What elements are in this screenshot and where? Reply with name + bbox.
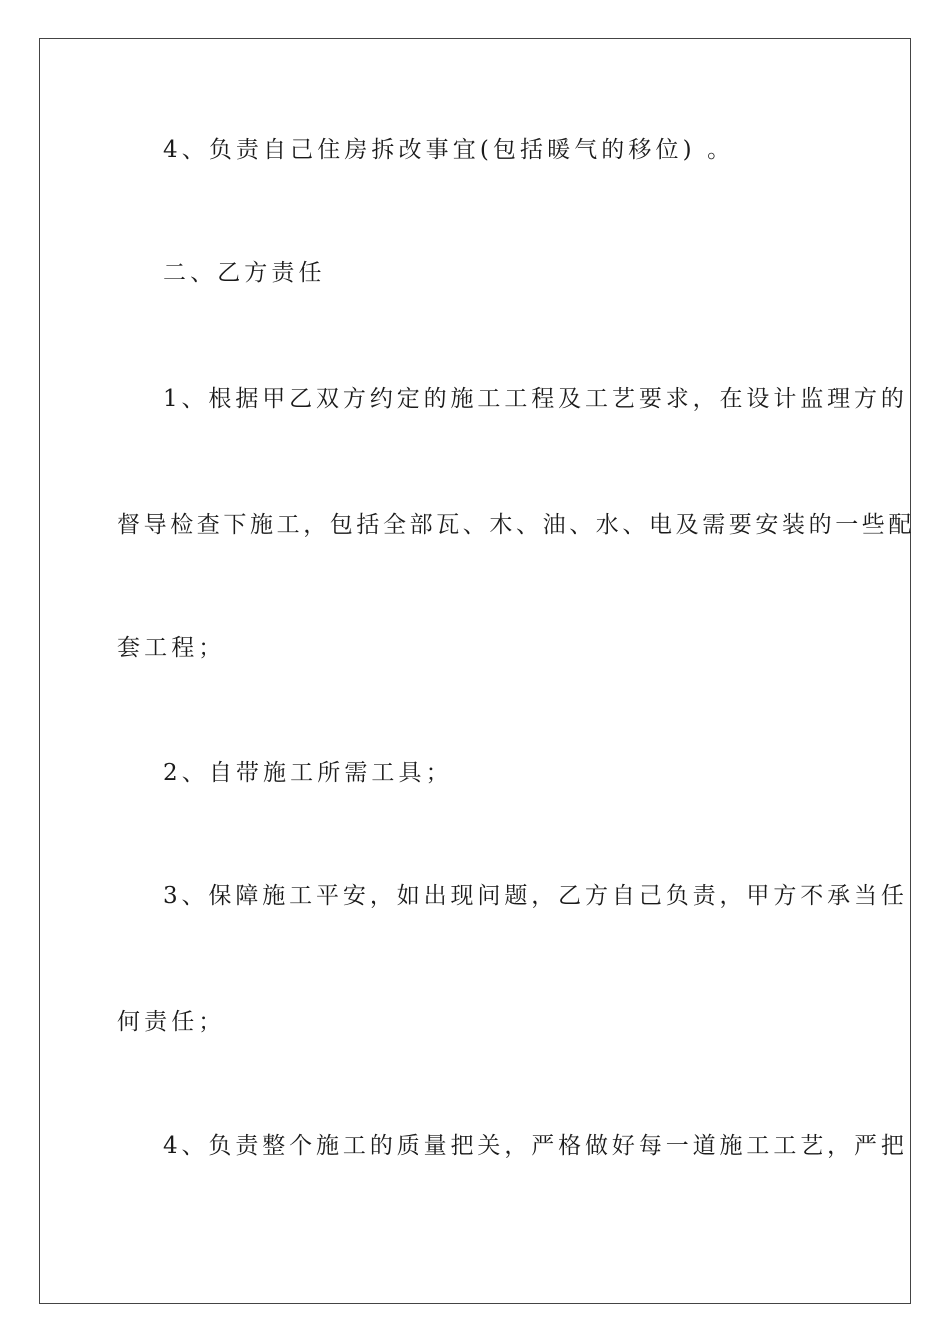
- clause-a-4: 4、负责自己住房拆改事宜(包括暖气的移位) 。: [163, 137, 735, 163]
- page-frame: [39, 38, 911, 1304]
- clause-b-4-line-1: 4、负责整个施工的质量把关，严格做好每一道施工工艺，严把: [163, 1133, 908, 1159]
- clause-b-1-line-1: 1、根据甲乙双方约定的施工工程及工艺要求，在设计监理方的: [163, 386, 908, 412]
- clause-b-1-line-2: 督导检查下施工，包括全部瓦、木、油、水、电及需要安装的一些配: [117, 512, 915, 538]
- clause-b-1-line-3: 套工程；: [117, 635, 226, 661]
- clause-b-3-line-2: 何责任；: [117, 1009, 226, 1035]
- clause-b-3-line-1: 3、保障施工平安，如出现问题，乙方自己负责，甲方不承当任: [163, 883, 908, 909]
- clause-b-2: 2、自带施工所需工具；: [163, 760, 453, 786]
- section-heading-party-b: 二、乙方责任: [163, 260, 326, 286]
